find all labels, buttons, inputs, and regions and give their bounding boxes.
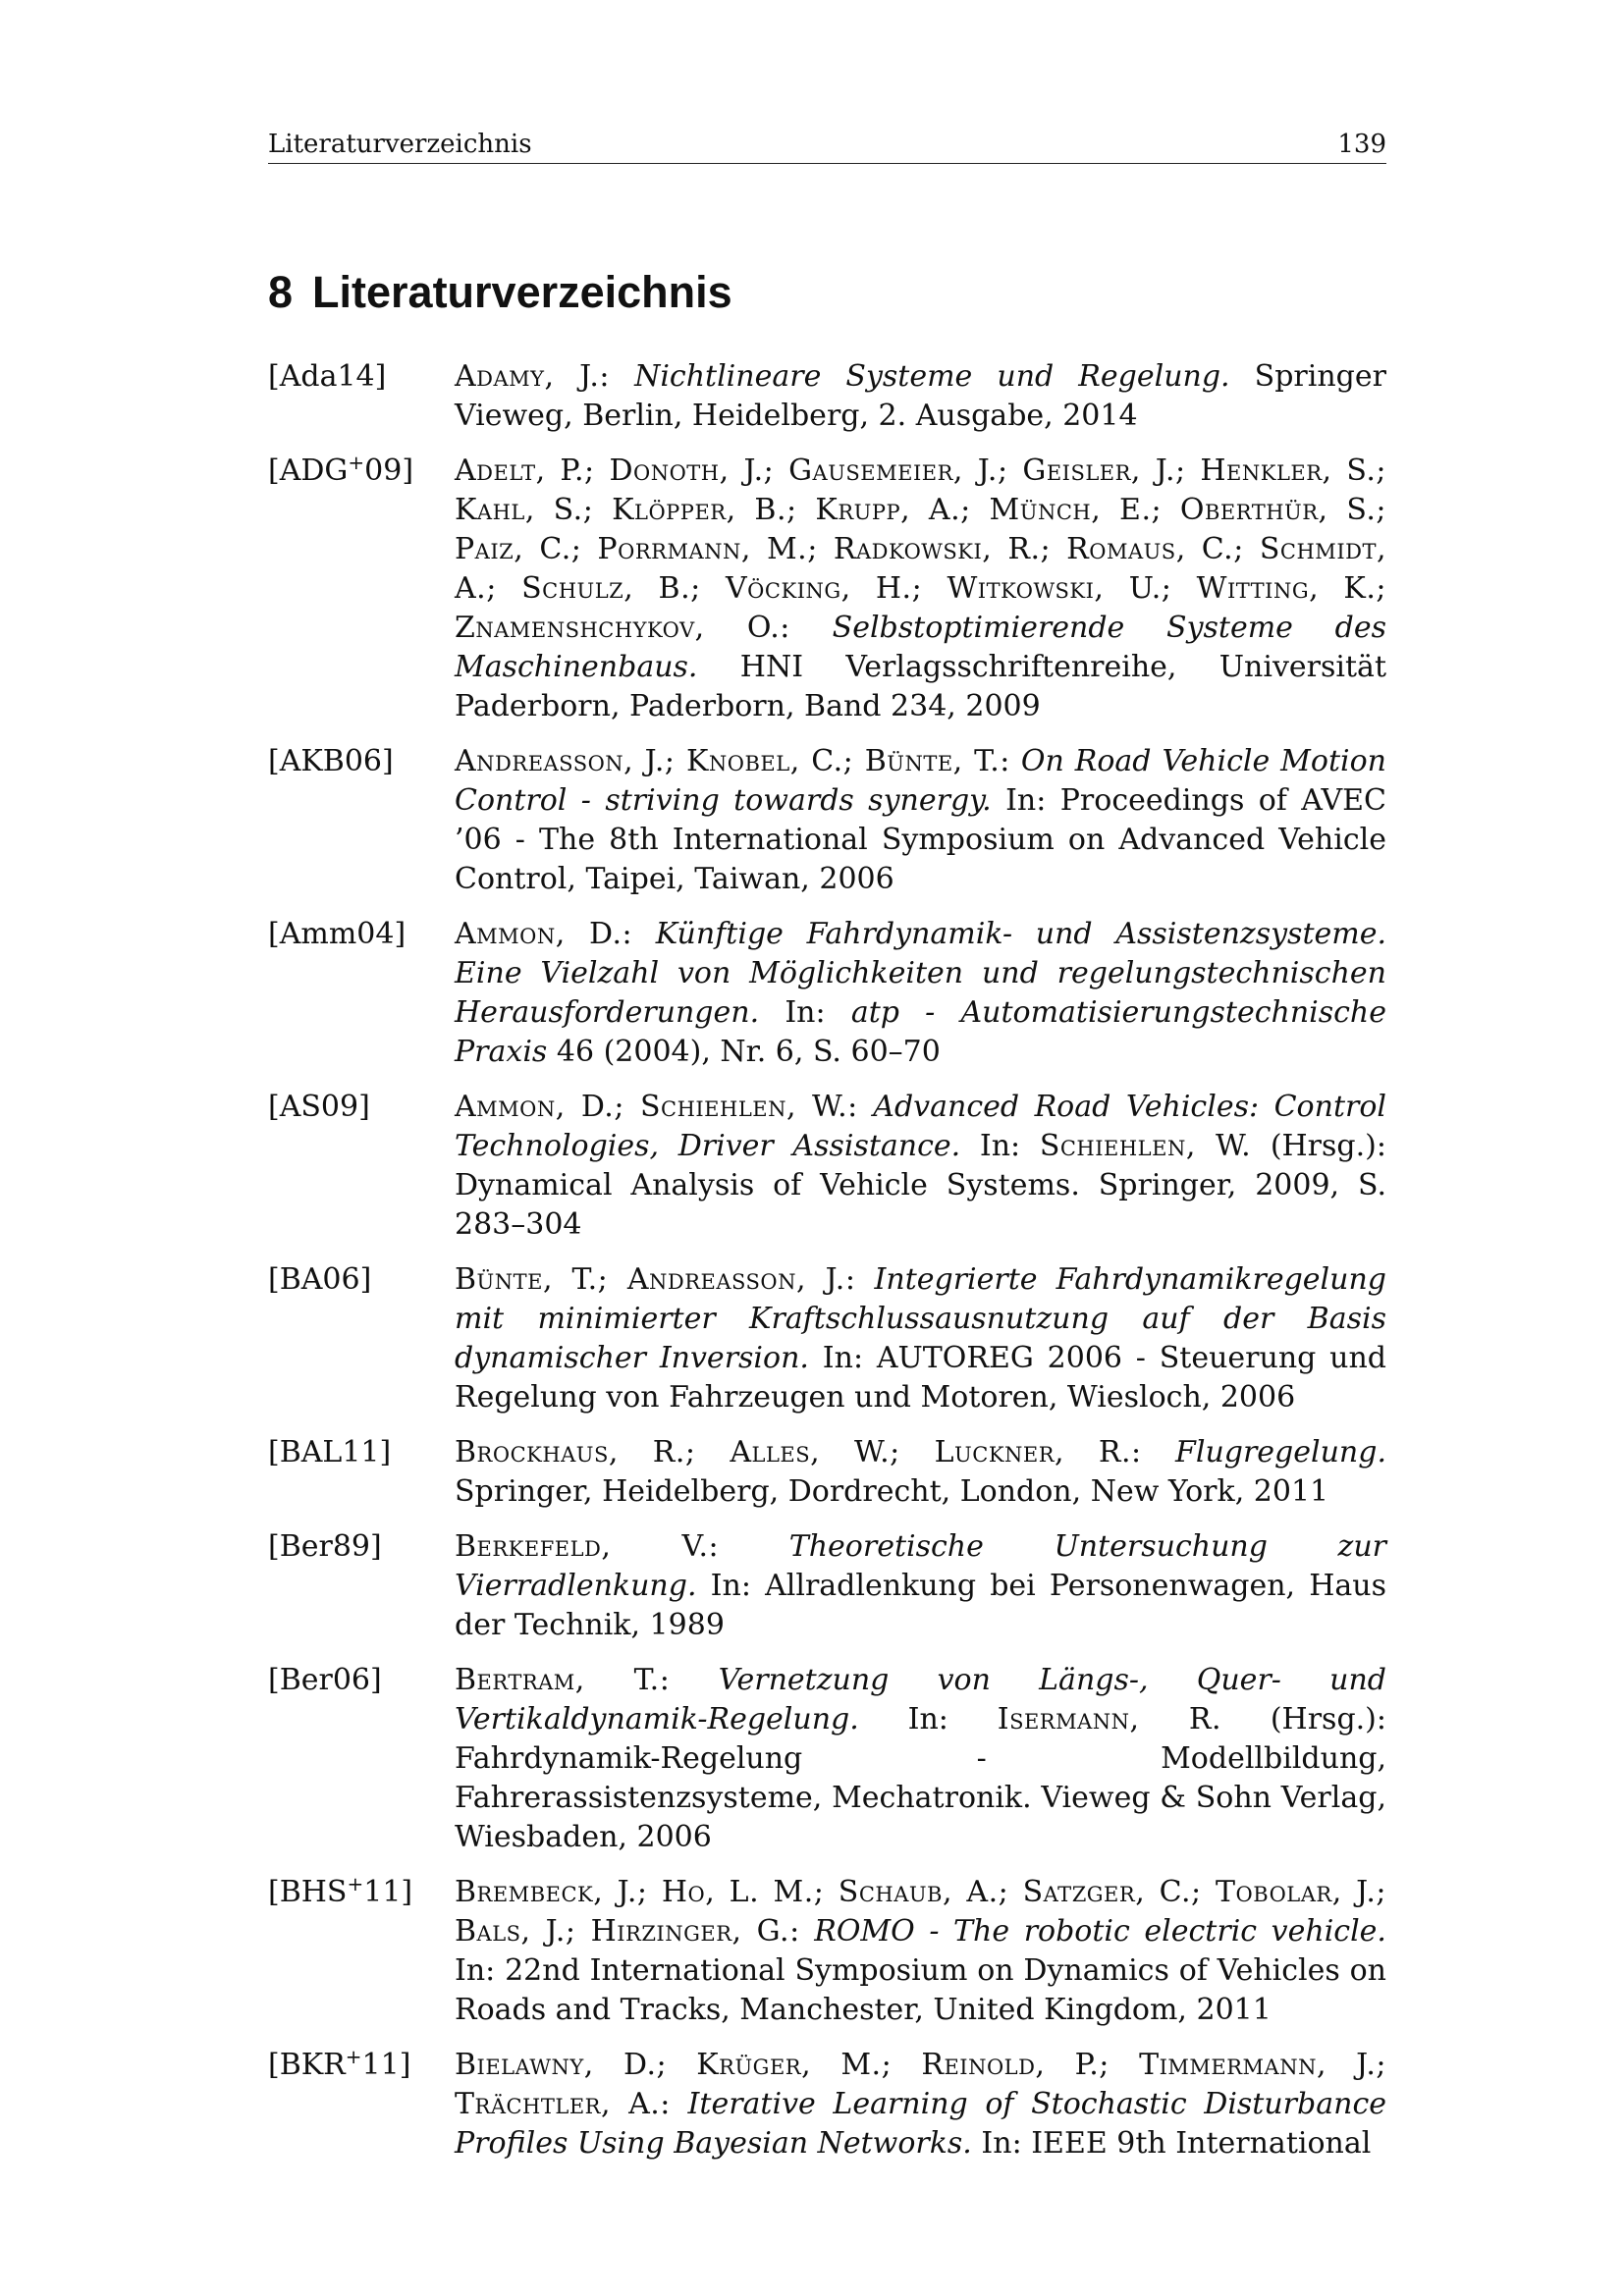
- bibliography-entry: [268, 1661, 1386, 1857]
- reference-text: Ammon, D.: Künftige Fahrdynamik- und Assistenzsysteme. Eine Vielzahl von Möglichkeiten und regelungstechnischen Herausforderungen. In: atp - Automatisierungstechnische Praxis 46 (2004), Nr. 6, S. 60–70: [455, 917, 1387, 1069]
- page-number: 139: [1337, 130, 1386, 159]
- bibliography-entry: [268, 1873, 1386, 2030]
- reference-details: In: Allradlenkung bei Personenwagen, Haus der Technik, 1989: [455, 1569, 1386, 1642]
- reference-text: [455, 357, 1386, 436]
- reference-authors: Ammon, D.; Schiehlen, W.:: [455, 1090, 858, 1124]
- citation-key: [BKR+11]: [268, 2045, 411, 2082]
- reference-title: Advanced Road Vehicles: Control Technologies, Driver Assistance.: [455, 1090, 1386, 1163]
- citation-key: [AS09]: [268, 1090, 370, 1124]
- reference-authors: Adelt, P.; Donoth, J.; Gausemeier, J.; Geisler, J.; Henkler, S.; Kahl, S.; Klöpper, B.; Krupp, A.; Münch, E.; Oberthür, S.; Paiz, C.; Porrmann, M.; Radkowski, R.; Romaus, C.; Schmidt, A.; Schulz, B.; Vöcking, H.; Witkowski, U.; Witting, K.; Znamenshchykov, O.:: [455, 454, 1386, 645]
- reference-title: ROMO - The robotic electric vehicle.: [814, 1914, 1386, 1949]
- reference-details: In: Proceedings of AVEC ’06 - The 8th International Symposium on Advanced Vehicle Control, Taipei, Taiwan, 2006: [455, 783, 1386, 896]
- reference-text: [455, 1260, 1386, 1417]
- reference-details: In: AUTOREG 2006 - Steuerung und Regelung von Fahrzeugen und Motoren, Wiesloch, 2006: [455, 1341, 1387, 1415]
- reference-editor: Schiehlen, W.: [1039, 1129, 1252, 1163]
- reference-authors: Adamy, J.:: [455, 359, 610, 394]
- reference-details: (Hrsg.): Fahrdynamik-Regelung - Modellbildung, Fahrerassistenzsysteme, Mechatronik. Vieweg & Sohn Verlag, Wiesbaden, 2006: [455, 1702, 1386, 1854]
- bibliography-entry: [268, 2046, 1386, 2163]
- bibliography-entry: [268, 742, 1386, 899]
- reference-text: [455, 2046, 1386, 2163]
- reference-text: [455, 742, 1386, 899]
- reference-title: Iterative Learning of Stochastic Disturbance Profiles Using Bayesian Networks.: [455, 2087, 1386, 2161]
- citation-key: [Amm04]: [268, 917, 406, 951]
- reference-journal: atp - Automatisierungstechnische Praxis: [455, 995, 1387, 1069]
- citation-key: [BA06]: [268, 1262, 372, 1297]
- reference-details: 46 (2004), Nr. 6, S. 60–70: [556, 1035, 941, 1069]
- bibliography-entry: [268, 915, 1386, 1072]
- reference-authors: Berkefeld, V.:: [455, 1529, 720, 1564]
- citation-key: [BHS+11]: [268, 1872, 413, 1909]
- citation-key: [BAL11]: [268, 1435, 392, 1469]
- reference-text: [455, 1873, 1386, 2030]
- reference-authors: Brembeck, J.; Ho, L. M.; Schaub, A.; Satzger, C.; Tobolar, J.; Bals, J.; Hirzinger, G.:: [455, 1875, 1386, 1949]
- running-header: [268, 126, 1386, 164]
- reference-details: HNI Verlagsschriftenreihe, Universität Paderborn, Paderborn, Band 234, 2009: [455, 650, 1386, 723]
- reference-authors: Bünte, T.; Andreasson, J.:: [455, 1262, 856, 1297]
- reference-title: Integrierte Fahrdynamikregelung mit minimierter Kraftschlussausnutzung auf der Basis dynamischer Inversion.: [455, 1262, 1386, 1375]
- reference-title: Künftige Fahrdynamik- und Assistenzsysteme. Eine Vielzahl von Möglichkeiten und regelungstechnischen Herausforderungen.: [455, 917, 1386, 1030]
- reference-text: [455, 1527, 1386, 1645]
- bibliography-entry: [268, 357, 1386, 436]
- bibliography-entry: [268, 452, 1386, 726]
- running-title: Literaturverzeichnis: [268, 130, 532, 159]
- reference-text: Ammon, D.; Schiehlen, W.: Advanced Road Vehicles: Control Technologies, Driver Assistance. In: Schiehlen, W. (Hrsg.): Dynamical Analysis of Vehicle Systems. Springer, 2009, S. 283–304: [455, 1090, 1386, 1242]
- citation-key: [AKB06]: [268, 744, 394, 778]
- reference-details: In: 22nd International Symposium on Dynamics of Vehicles on Roads and Tracks, Manchester, United Kingdom, 2011: [455, 1953, 1386, 2027]
- bibliography-entry: [268, 1088, 1386, 1245]
- reference-details: (Hrsg.): Dynamical Analysis of Vehicle Systems. Springer, 2009, S. 283–304: [455, 1129, 1386, 1242]
- citation-key: [ADG+09]: [268, 451, 414, 488]
- reference-authors: Bielawny, D.; Krüger, M.; Reinold, P.; Timmermann, J.; Trächtler, A.:: [455, 2048, 1386, 2121]
- bibliography-entry: [268, 1527, 1386, 1645]
- reference-title: Selbstoptimierende Systeme des Maschinenbaus.: [455, 611, 1386, 684]
- chapter-number: 8: [268, 267, 294, 317]
- citation-key: [Ber06]: [268, 1663, 382, 1697]
- reference-editor: Isermann, R.: [997, 1702, 1222, 1736]
- reference-authors: Ammon, D.:: [455, 917, 633, 951]
- reference-authors: Brockhaus, R.; Alles, W.; Luckner, R.:: [455, 1435, 1142, 1469]
- reference-title: Nichtlineare Systeme und Regelung.: [634, 359, 1230, 394]
- reference-title: Flugregelung.: [1175, 1435, 1386, 1469]
- reference-text: Bertram, T.: Vernetzung von Längs-, Quer- und Vertikaldynamik-Regelung. In: Isermann, R. (Hrsg.): Fahrdynamik-Regelung - Modellbildung, Fahrerassistenzsysteme, Mechatronik. Vieweg & Sohn Verlag, Wiesbaden, 2006: [455, 1663, 1386, 1854]
- reference-title: Theoretische Untersuchung zur Vierradlenkung.: [455, 1529, 1386, 1603]
- bibliography-entry: [268, 1260, 1386, 1417]
- reference-details: Springer, Heidelberg, Dordrecht, London, New York, 2011: [455, 1474, 1329, 1509]
- citation-key: [Ber89]: [268, 1529, 382, 1564]
- reference-text: [455, 452, 1386, 726]
- reference-authors: Andreasson, J.; Knobel, C.; Bünte, T.:: [455, 744, 1010, 778]
- citation-key: [Ada14]: [268, 359, 387, 394]
- reference-details: Springer Vieweg, Berlin, Heidelberg, 2. Ausgabe, 2014: [455, 359, 1386, 433]
- reference-title: On Road Vehicle Motion Control - striving towards synergy.: [455, 744, 1386, 818]
- chapter-title-text: Literaturverzeichnis: [312, 267, 732, 317]
- reference-title: Vernetzung von Längs-, Quer- und Vertikaldynamik-Regelung.: [455, 1663, 1386, 1736]
- bibliography-list: [268, 357, 1386, 2179]
- reference-text: [455, 1433, 1386, 1512]
- reference-details: In: IEEE 9th International: [981, 2126, 1372, 2161]
- chapter-title: [268, 263, 732, 322]
- bibliography-entry: [268, 1433, 1386, 1512]
- reference-authors: Bertram, T.:: [455, 1663, 671, 1697]
